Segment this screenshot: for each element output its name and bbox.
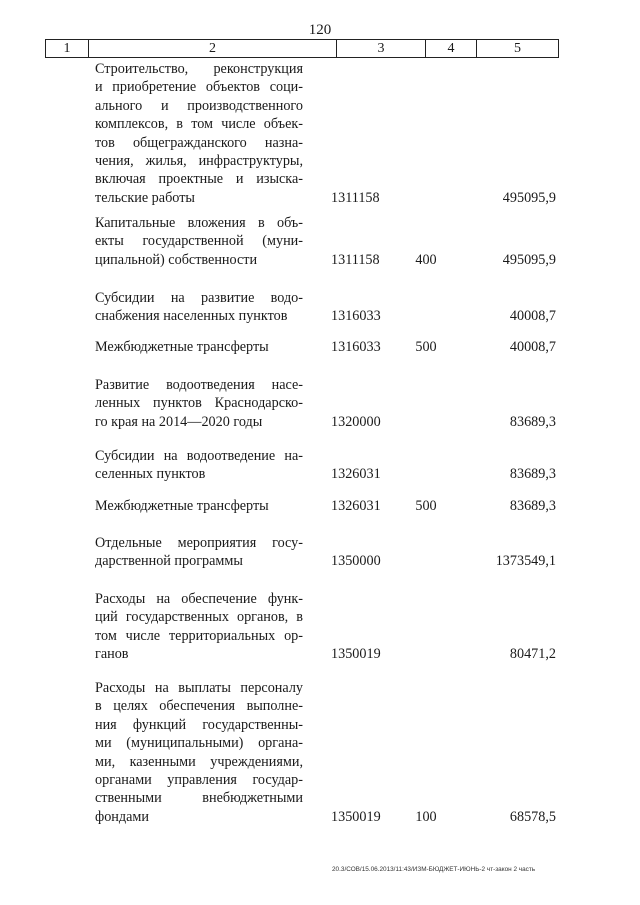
row-description	[95, 289, 303, 326]
description-line: Расходы на обеспечение функ-	[95, 591, 303, 607]
row-description	[95, 534, 303, 571]
row-code: 1350019	[331, 808, 381, 825]
description-line: тельские работы	[95, 189, 195, 206]
description-line: ми (муниципальными) органа-	[95, 735, 303, 752]
row-amount: 495095,9	[502, 251, 556, 268]
row-expense-type: 100	[415, 808, 437, 825]
row-description	[95, 447, 303, 484]
row-code: 1326031	[331, 498, 381, 514]
column-header-4: 4	[426, 40, 477, 57]
description-line: Субсидии на водоотведение на-	[95, 448, 303, 464]
row-amount: 83689,3	[509, 413, 556, 430]
description-line: екты государственной (муни-	[95, 233, 303, 250]
description-line: комплексов, в том числе объек-	[95, 116, 303, 133]
row-expense-type: 400	[415, 251, 437, 268]
description-line: включая проектные и изыска-	[95, 171, 303, 188]
row-description	[95, 60, 303, 207]
column-header-2: 2	[89, 40, 337, 57]
row-code: 1326031	[331, 466, 381, 483]
column-header-1: 1	[46, 40, 89, 57]
description-line: селенных пунктов	[95, 466, 206, 483]
row-code: 1320000	[331, 413, 381, 430]
description-line: Развитие водоотведения насе-	[95, 377, 303, 393]
row-description	[95, 590, 303, 664]
row-code: 1350000	[331, 553, 381, 570]
row-amount: 83689,3	[509, 498, 556, 514]
description-line: го края на 2014—2020 годы	[95, 413, 263, 430]
column-header-5: 5	[514, 41, 521, 56]
row-code: 1316033	[331, 339, 381, 355]
row-amount: 83689,3	[509, 466, 556, 483]
row-description	[95, 497, 303, 515]
row-description	[95, 214, 303, 269]
description-line: ми, казенными учреждениями,	[95, 753, 303, 770]
description-line: в целях обеспечения выполне-	[95, 698, 303, 715]
description-line: Строительство, реконструкция	[95, 61, 303, 77]
description-line: Межбюджетные трансферты	[95, 339, 269, 355]
row-amount: 40008,7	[509, 339, 556, 355]
row-description	[95, 338, 303, 356]
column-header-3: 3	[337, 40, 426, 57]
description-line: ленных пунктов Краснодарско-	[95, 395, 303, 412]
row-amount: 80471,2	[509, 646, 556, 663]
description-line: Субсидии на развитие водо-	[95, 290, 303, 306]
row-code: 1350019	[331, 646, 381, 663]
description-line: Капитальные вложения в объ-	[95, 215, 303, 231]
description-line: ципальной) собственности	[95, 251, 258, 268]
description-line: органами управления государ-	[95, 772, 303, 789]
description-line: фондами	[95, 808, 149, 825]
page-number: 120	[308, 22, 332, 38]
row-description	[95, 376, 303, 431]
row-code: 1311158	[331, 251, 380, 268]
row-code: 1311158	[331, 189, 380, 206]
document-footer: 20.3/СОВ/15.06.2013/11:43/ИЗМ-БЮДЖЕТ-ИЮНЬ-2 чт-закон 2 часть	[332, 866, 536, 873]
description-line: том числе территориальных ор-	[95, 627, 303, 644]
description-line: снабжения населенных пунктов	[95, 308, 288, 325]
row-expense-type: 500	[415, 498, 437, 514]
row-amount: 495095,9	[502, 189, 556, 206]
row-code: 1316033	[331, 308, 381, 325]
row-amount: 40008,7	[509, 308, 556, 325]
description-line: тов общегражданского назна-	[95, 134, 303, 151]
row-amount: 1373549,1	[495, 553, 556, 570]
description-line: дарственной программы	[95, 553, 243, 570]
row-expense-type: 500	[415, 339, 437, 355]
description-line: и приобретение объектов соци-	[95, 79, 303, 96]
description-line: ственными внебюджетными	[95, 790, 303, 807]
column-header-row	[45, 39, 559, 58]
description-line: Расходы на выплаты персоналу	[95, 680, 303, 696]
description-line: Отдельные мероприятия госу-	[95, 535, 303, 551]
description-line: ального и производственного	[95, 97, 303, 114]
row-description	[95, 679, 303, 826]
description-line: чения, жилья, инфраструктуры,	[95, 153, 303, 170]
description-line: Межбюджетные трансферты	[95, 498, 269, 514]
description-line: ния функций государственны-	[95, 716, 303, 733]
description-line: ций государственных органов, в	[95, 609, 303, 626]
row-amount: 68578,5	[509, 808, 556, 825]
description-line: ганов	[95, 646, 129, 663]
